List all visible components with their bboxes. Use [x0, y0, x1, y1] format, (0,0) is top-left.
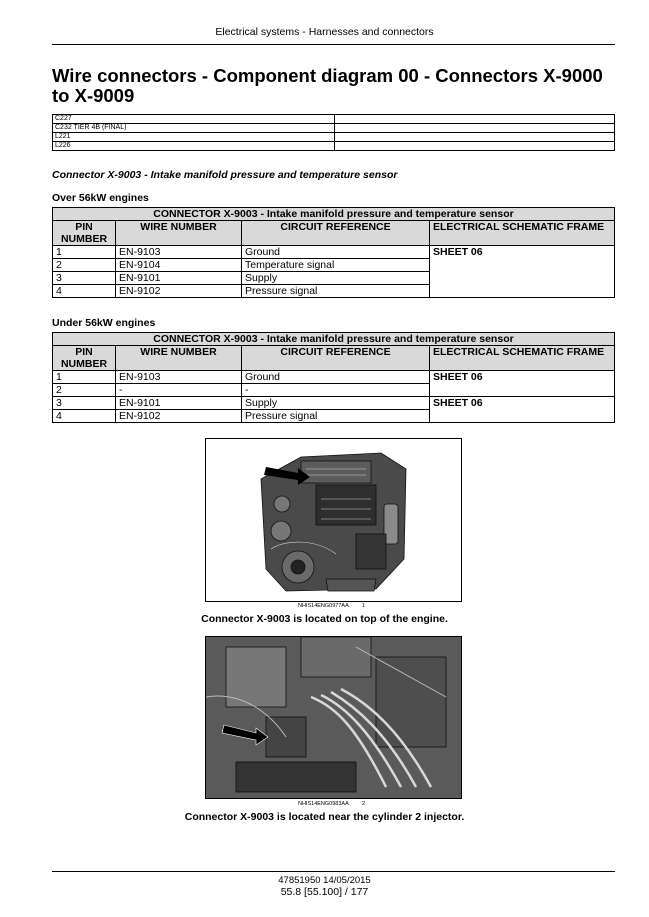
column-header: WIRE NUMBER [116, 346, 242, 371]
figure-injector [205, 636, 462, 799]
figure-code: NHIS14ENG0983AA [298, 801, 349, 807]
figure-engine-top [205, 438, 462, 602]
table-caption: CONNECTOR X-9003 - Intake manifold pressure and temperature sensor [53, 208, 615, 221]
column-header: PIN NUMBER [53, 221, 116, 246]
circuit-cell: - [242, 384, 430, 397]
figure-code: NHIS14ENG0977AA [298, 603, 349, 609]
applicability-cell-empty [335, 124, 615, 133]
wire-cell: EN-9101 [116, 397, 242, 410]
applicability-row [53, 115, 615, 124]
applicability-cell-empty [335, 133, 615, 142]
footer-page-ref: 55.8 [55.100] / 177 [280, 886, 369, 898]
applicability-table [52, 114, 615, 151]
pin-cell: 1 [53, 371, 116, 384]
wire-cell: EN-9103 [116, 246, 242, 259]
footer-doc-ref: 47851950 14/05/2015 [278, 875, 371, 886]
circuit-cell: Ground [242, 246, 430, 259]
circuit-cell: Pressure signal [242, 285, 430, 298]
frame-cell: SHEET 06 [430, 371, 615, 397]
table-subheading: Under 56kW engines [52, 317, 156, 329]
connector-table [52, 332, 615, 423]
applicability-cell: L226 [53, 142, 335, 151]
column-header: PIN NUMBER [53, 346, 116, 371]
table-row [53, 371, 615, 384]
column-header: ELECTRICAL SCHEMATIC FRAME [430, 346, 615, 371]
applicability-cell: C232 TIER 4B (FINAL) [53, 124, 335, 133]
column-header: CIRCUIT REFERENCE [242, 346, 430, 371]
connector-heading [52, 169, 397, 181]
injector-illustration [206, 637, 461, 798]
pin-cell: 1 [53, 246, 116, 259]
pin-cell: 4 [53, 410, 116, 423]
figure-number: 2 [361, 801, 366, 807]
wire-cell: EN-9101 [116, 272, 242, 285]
applicability-cell: L221 [53, 133, 335, 142]
applicability-row [53, 142, 615, 151]
column-header: CIRCUIT REFERENCE [242, 221, 430, 246]
applicability-cell: C227 [53, 115, 335, 124]
circuit-cell: Supply [242, 272, 430, 285]
figure-caption: Connector X-9003 is located on top of the engine. [201, 613, 448, 625]
column-header: ELECTRICAL SCHEMATIC FRAME [430, 221, 615, 246]
pin-cell: 2 [53, 384, 116, 397]
circuit-cell: Pressure signal [242, 410, 430, 423]
circuit-cell: Ground [242, 371, 430, 384]
wire-cell: EN-9102 [116, 285, 242, 298]
circuit-cell: Temperature signal [242, 259, 430, 272]
running-head: Electrical systems - Harnesses and connectors [215, 26, 434, 38]
pin-cell: 4 [53, 285, 116, 298]
figure-code-label [298, 603, 365, 609]
applicability-row [53, 124, 615, 133]
applicability-row [53, 133, 615, 142]
applicability-cell-empty [335, 115, 615, 124]
footer-rule [52, 871, 615, 872]
wire-cell: EN-9102 [116, 410, 242, 423]
header-rule [52, 44, 615, 45]
connector-table [52, 207, 615, 298]
figure-number: 1 [361, 603, 366, 609]
column-header: WIRE NUMBER [116, 221, 242, 246]
connector-id: Connector X-9003 [52, 169, 142, 181]
connector-separator: - [141, 169, 151, 181]
table-subheading: Over 56kW engines [52, 192, 149, 204]
figure-code-label [298, 801, 365, 807]
wire-cell: - [116, 384, 242, 397]
pin-cell: 3 [53, 397, 116, 410]
figure-caption: Connector X-9003 is located near the cylinder 2 injector. [184, 811, 465, 823]
table-row [53, 397, 615, 410]
wire-cell: EN-9103 [116, 371, 242, 384]
connector-description: Intake manifold pressure and temperature sensor [150, 169, 398, 181]
pin-cell: 2 [53, 259, 116, 272]
wire-cell: EN-9104 [116, 259, 242, 272]
frame-cell: SHEET 06 [430, 246, 615, 298]
frame-cell: SHEET 06 [430, 397, 615, 423]
page-title: Wire connectors - Component diagram 00 - Connectors X-9000 to X-9009 [52, 65, 603, 106]
table-row [53, 246, 615, 259]
circuit-cell: Supply [242, 397, 430, 410]
pin-cell: 3 [53, 272, 116, 285]
table-caption: CONNECTOR X-9003 - Intake manifold pressure and temperature sensor [53, 333, 615, 346]
applicability-cell-empty [335, 142, 615, 151]
engine-illustration [206, 439, 461, 601]
